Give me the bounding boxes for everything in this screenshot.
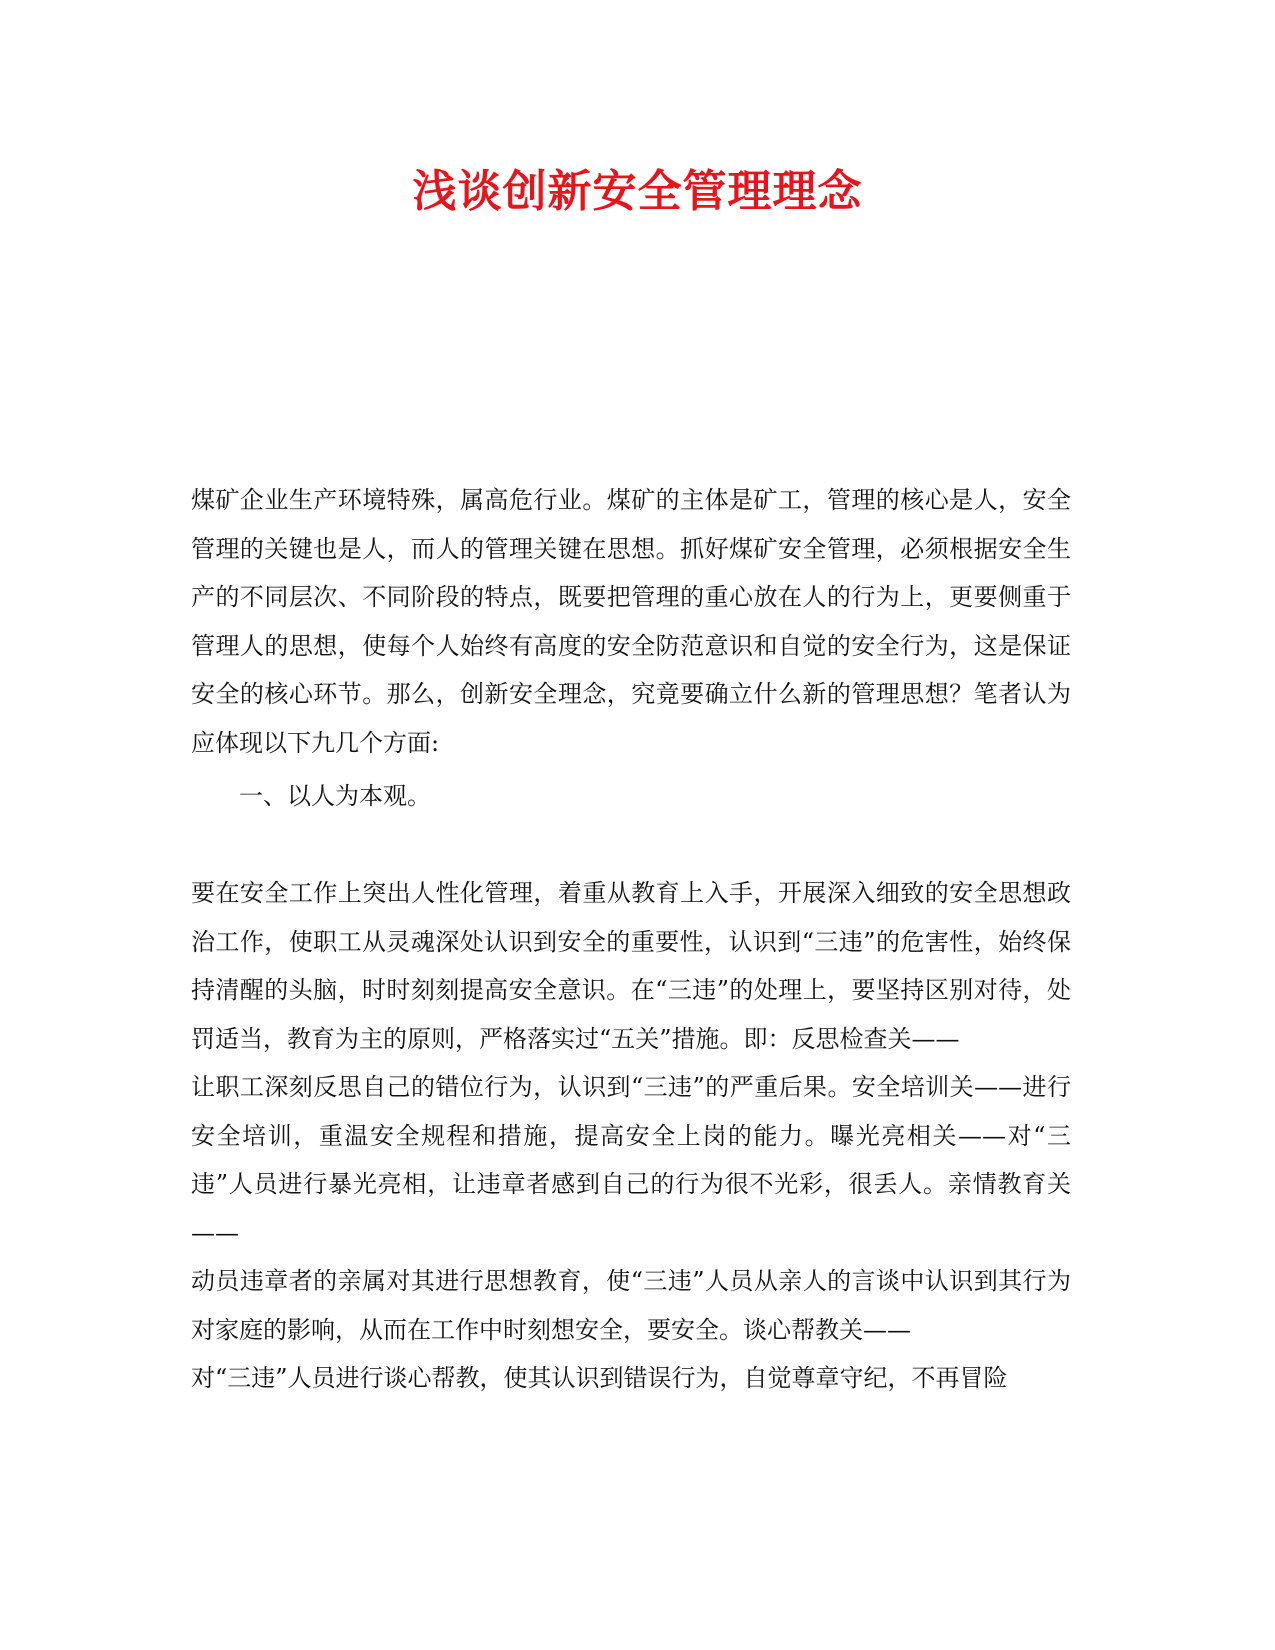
document-title: 浅谈创新安全管理理念 — [412, 166, 863, 217]
section-1-body — [191, 869, 1071, 1403]
section-1-paragraph: 动员违章者的亲属对其进行思想教育，使“三违”人员从亲人的言谈中认识到其行为对家庭的影响，从而在工作中时刻想安全，要安全。谈心帮教关—— — [191, 1267, 1071, 1344]
section-1-heading: 一、以人为本观。 — [239, 782, 431, 810]
section-heading-block — [191, 772, 1071, 821]
section-1-paragraph: 对“三违”人员进行谈心帮教，使其认识到错误行为，自觉尊章守纪，不再冒险 — [191, 1364, 1008, 1392]
section-1-paragraph: 让职工深刻反思自己的错位行为，认识到“三违”的严重后果。安全培训关——进行安全培训，重温安全规程和措施，提高安全上岗的能力。曝光亮相关——对“三违”人员进行暴光亮相，让违章者感到自己的行为很不光彩，很丢人。亲情教育关—— — [191, 1073, 1071, 1247]
intro-paragraph: 煤矿企业生产环境特殊，属高危行业。煤矿的主体是矿工，管理的核心是人，安全管理的关键也是人，而人的管理关键在思想。抓好煤矿安全管理，必须根据安全生产的不同层次、不同阶段的特点，既要把管理的重心放在人的行为上，更要侧重于管理人的思想，使每个人始终有高度的安全防范意识和自觉的安全行为，这是保证安全的核心环节。那么，创新安全理念，究竟要确立什么新的管理思想？笔者认为应体现以下九几个方面: — [191, 486, 1071, 757]
intro-paragraph-block — [191, 476, 1071, 767]
section-1-paragraph: 要在安全工作上突出人性化管理，着重从教育上入手，开展深入细致的安全思想政治工作，使职工从灵魂深处认识到安全的重要性，认识到“三违”的危害性，始终保持清醒的头脑，时时刻刻提高安全意识。在“三违”的处理上，要坚持区别对待，处罚适当，教育为主的原则，严格落实过“五关”措施。即：反思检查关—— — [191, 879, 1071, 1053]
